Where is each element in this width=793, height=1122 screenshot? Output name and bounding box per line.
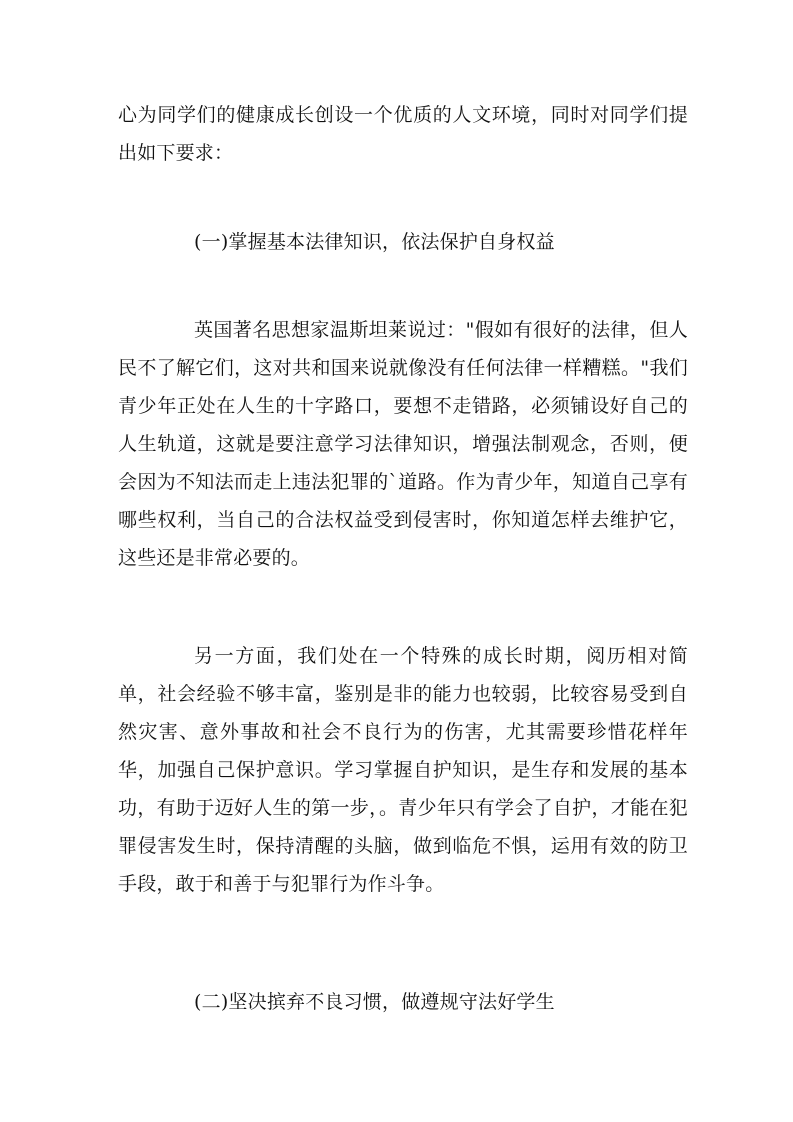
section-heading-2: (二)坚决摈弃不良习惯，做遵规守法好学生 xyxy=(194,991,555,1013)
paragraph-law-knowledge: 英国著名思想家温斯坦莱说过："假如有很好的法律，但人民不了解它们，这对共和国来说就像没有任何法律一样糟糕。"我们青少年正处在人生的十字路口，要想不走错路，必须铺设好自己的人生轨道，这就是要注意学习法律知识，增强法制观念，否则，便会因为不知法而走上违法犯罪的`道路。作为青少年，知道自己享有哪些权利，当自己的合法权益受到侵害时，你知道怎样去维护它，这些还是非常必要的。 xyxy=(118,319,688,569)
paragraph-continuation: 心为同学们的健康成长创设一个优质的人文环境，同时对同学们提出如下要求： xyxy=(118,104,688,164)
paragraph-self-protection: 另一方面，我们处在一个特殊的成长时期，阅历相对简单，社会经验不够丰富，鉴别是非的能力也较弱，比较容易受到自然灾害、意外事故和社会不良行为的伤害，尤其需要珍惜花样年华，加强自己保护意识。学习掌握自护知识，是生存和发展的基本功，有助于迈好人生的第一步，。青少年只有学会了自护，才能在犯罪侵害发生时，保持清醒的头脑，做到临危不惧，运用有效的防卫手段，敢于和善于与犯罪行为作斗争。 xyxy=(118,645,688,895)
section-heading-1: (一)掌握基本法律知识，依法保护自身权益 xyxy=(194,231,555,253)
